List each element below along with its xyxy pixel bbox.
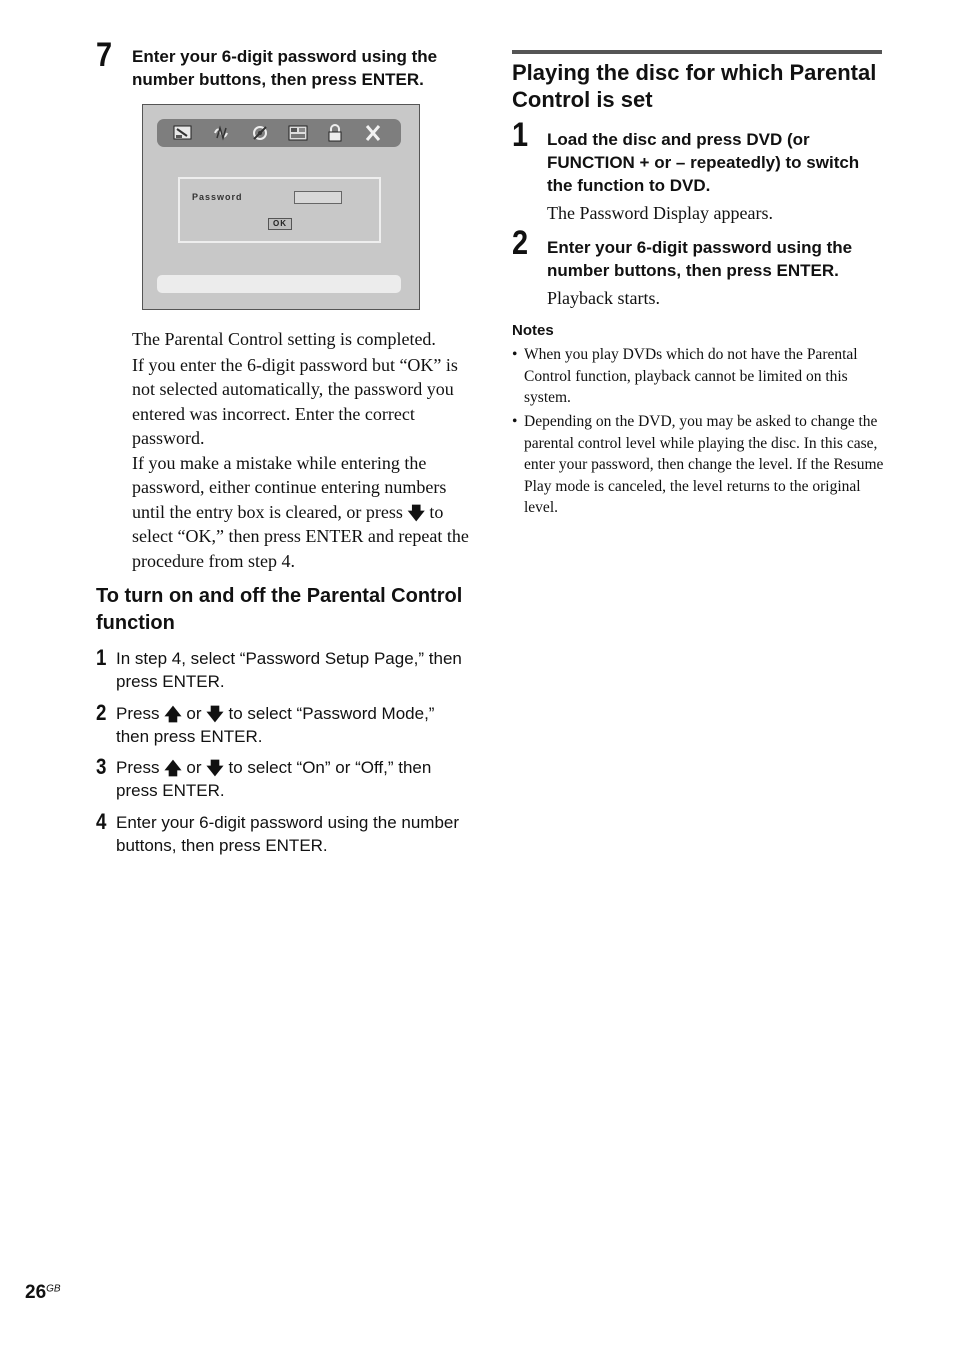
exit-icon: [363, 124, 383, 142]
right-step-1-result: The Password Display appears.: [547, 203, 773, 223]
substep-2-press: Press: [116, 704, 160, 723]
right-step-1-heading: Load the disc and press DVD (or FUNCTION + or – repeatedly) to switch the function to DVD.: [547, 130, 860, 195]
note-1-bullet: •: [512, 346, 518, 363]
notes-heading: Notes: [512, 322, 554, 339]
substep-4-number: 4: [96, 809, 107, 834]
right-step-1-number: 1: [512, 116, 529, 154]
substep-1-number: 1: [96, 645, 107, 670]
right-step-2-heading: Enter your 6-digit password using the number buttons, then press ENTER.: [547, 238, 853, 280]
substep-3-number: 3: [96, 754, 107, 779]
up-arrow-icon: 🡅: [164, 759, 182, 779]
note-1: When you play DVDs which do not have the Parental Control function, playback cannot be limited on this system.: [524, 346, 858, 406]
substep-2-number: 2: [96, 700, 107, 725]
setup-icon: [173, 124, 193, 142]
status-bar: [157, 275, 401, 293]
password-dialog: [178, 177, 381, 243]
page-number-suffix: GB: [46, 1283, 61, 1295]
down-arrow-icon: 🡇: [407, 503, 425, 524]
password-input[interactable]: [294, 191, 342, 204]
section-heading: Playing the disc for which Parental Control is set: [512, 60, 877, 112]
subsection-heading: To turn on and off the Parental Control function: [96, 585, 463, 634]
password-screen-illustration: [142, 104, 420, 310]
mistake-text-before: If you make a mistake while entering the password, either continue entering numbers until the entry box is cleared, or press: [132, 453, 447, 522]
ok-button[interactable]: OK: [268, 218, 292, 230]
up-arrow-icon: 🡅: [164, 705, 182, 725]
completed-paragraph: The Parental Control setting is completed.: [132, 329, 436, 349]
right-step-2-number: 2: [512, 224, 529, 262]
substep-2-rest: to select “Password Mode,” then press ENTER.: [116, 704, 435, 746]
page-number: [25, 1282, 61, 1304]
step-7-number: 7: [96, 36, 113, 74]
preferences-icon: [288, 124, 308, 142]
speaker-icon: [250, 124, 270, 142]
incorrect-password-paragraph: If you enter the 6-digit password but “OK” is not selected automatically, the password you entered was incorrect. Enter the correct password.: [132, 355, 458, 449]
mistake-text-after: to select “OK,” then press ENTER and repeat the procedure from step 4.: [132, 501, 469, 571]
substep-3-text: [116, 757, 466, 802]
substep-2-text: [116, 703, 466, 748]
section-rule: [512, 50, 882, 54]
down-arrow-icon: 🡇: [206, 759, 224, 779]
substep-2-or: or: [186, 704, 202, 723]
page-number-value: 26: [25, 1282, 47, 1303]
substep-3-press: Press: [116, 758, 160, 777]
down-arrow-icon: 🡇: [206, 705, 224, 725]
lock-icon: [325, 124, 345, 142]
audio-icon: [212, 124, 232, 142]
password-label: Password: [192, 192, 243, 202]
note-2-bullet: •: [512, 413, 518, 430]
menu-icon-bar: [157, 119, 401, 147]
step-7-heading: Enter your 6-digit password using the number buttons, then press ENTER.: [132, 47, 438, 89]
substep-3-rest: to select “On” or “Off,” then press ENTER.: [116, 758, 432, 800]
substep-4-text: Enter your 6-digit password using the number buttons, then press ENTER.: [116, 813, 460, 855]
substep-3-or: or: [186, 758, 202, 777]
mistake-paragraph: [132, 451, 472, 573]
right-step-2-result: Playback starts.: [547, 288, 660, 308]
note-2: Depending on the DVD, you may be asked to change the parental control level while playing the disc. In this case, enter your password, then change the level. If the Resume Play mode is canceled, the level returns to the original level.: [524, 413, 884, 516]
substep-1-text: In step 4, select “Password Setup Page,” then press ENTER.: [116, 649, 462, 691]
